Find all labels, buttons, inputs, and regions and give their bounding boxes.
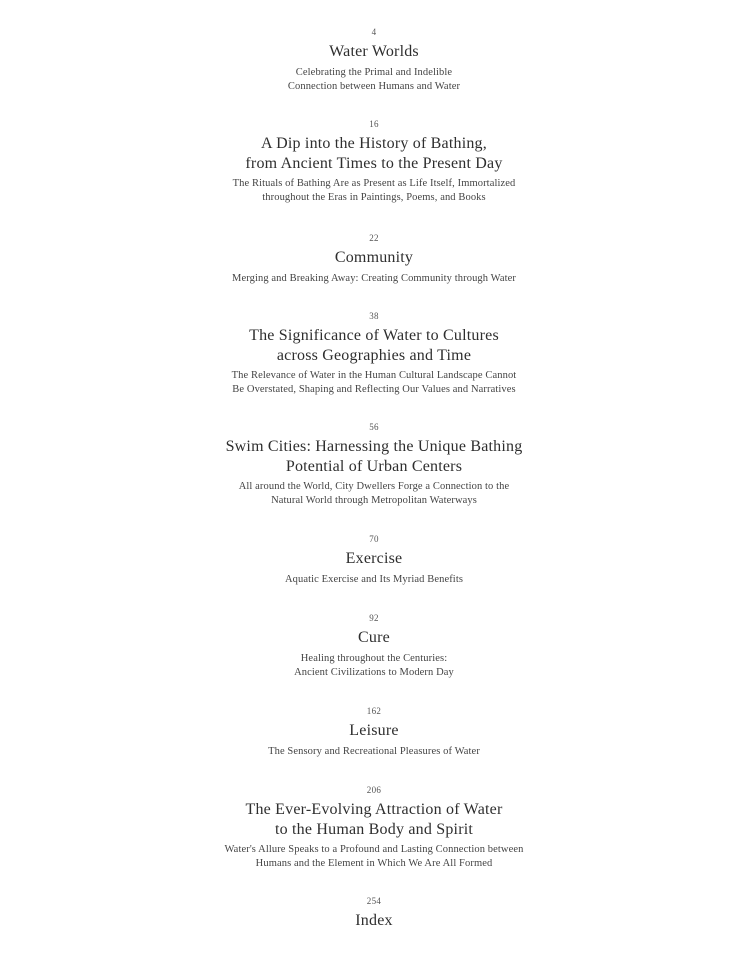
chapter-title-line: Community xyxy=(334,249,414,266)
page-number: 206 xyxy=(366,785,382,795)
toc-entry-history-of-bathing[interactable] xyxy=(0,118,748,204)
chapter-title xyxy=(0,549,748,569)
chapter-subtitle xyxy=(0,66,748,93)
toc-entry-water-worlds[interactable] xyxy=(0,26,748,93)
chapter-title-line: The Ever-Evolving Attraction of Water xyxy=(245,801,503,818)
toc-entry-leisure[interactable] xyxy=(0,705,748,759)
chapter-subtitle-line: Water's Allure Speaks to a Profound and Lasting Connection between xyxy=(224,844,524,855)
toc-entry-community[interactable] xyxy=(0,232,748,286)
chapter-subtitle-line: Aquatic Exercise and Its Myriad Benefits xyxy=(284,574,464,585)
chapter-subtitle-line: throughout the Eras in Paintings, Poems, and Books xyxy=(262,191,486,203)
toc-entry-exercise[interactable] xyxy=(0,533,748,587)
page-number: 254 xyxy=(366,896,382,906)
page-number: 4 xyxy=(371,27,377,37)
chapter-title-line: to the Human Body and Spirit xyxy=(274,821,474,838)
chapter-subtitle xyxy=(0,843,748,870)
chapter-subtitle-line: The Sensory and Recreational Pleasures of Water xyxy=(268,746,480,757)
chapter-title xyxy=(0,628,748,648)
chapter-title-line: A Dip into the History of Bathing, xyxy=(261,135,487,152)
chapter-title-line: Potential of Urban Centers xyxy=(285,458,463,475)
page-number: 38 xyxy=(369,311,379,321)
page-number: 16 xyxy=(369,119,379,129)
chapter-title xyxy=(0,42,748,62)
chapter-subtitle xyxy=(0,745,748,759)
chapter-title-line: Exercise xyxy=(345,550,403,567)
chapter-subtitle-line: Connection between Humans and Water xyxy=(287,80,461,92)
chapter-title-line: Water Worlds xyxy=(329,43,419,60)
chapter-title xyxy=(0,248,748,268)
chapter-title xyxy=(0,134,748,174)
chapter-title-line: Index xyxy=(355,912,393,929)
chapter-title-line: from Ancient Times to the Present Day xyxy=(245,155,503,172)
toc-entry-cure[interactable] xyxy=(0,612,748,679)
chapter-title-line: Leisure xyxy=(349,722,399,739)
chapter-subtitle xyxy=(0,573,748,587)
chapter-title xyxy=(0,437,748,477)
chapter-subtitle-line: Ancient Civilizations to Modern Day xyxy=(294,666,454,678)
chapter-subtitle-line: The Relevance of Water in the Human Cultural Landscape Cannot xyxy=(231,370,517,381)
toc-entry-significance-of-water[interactable] xyxy=(0,310,748,396)
chapter-subtitle xyxy=(0,272,748,286)
chapter-title xyxy=(0,800,748,840)
chapter-subtitle-line: The Rituals of Bathing Are as Present as Life Itself, Immortalized xyxy=(232,178,516,189)
page-number: 56 xyxy=(369,422,379,432)
chapter-subtitle-line: Healing throughout the Centuries: xyxy=(300,653,448,664)
chapter-subtitle-line: All around the World, City Dwellers Forge a Connection to the xyxy=(238,481,510,492)
chapter-subtitle-line: Humans and the Element in Which We Are All Formed xyxy=(255,857,493,869)
chapter-title-line: across Geographies and Time xyxy=(276,347,472,364)
toc-entry-ever-evolving-attraction[interactable] xyxy=(0,784,748,870)
chapter-subtitle xyxy=(0,480,748,507)
chapter-subtitle-line: Celebrating the Primal and Indelible xyxy=(295,67,453,78)
page-number: 92 xyxy=(369,613,379,623)
page-number: 70 xyxy=(369,534,379,544)
chapter-title xyxy=(0,911,748,931)
chapter-subtitle xyxy=(0,652,748,679)
page-number: 162 xyxy=(366,706,382,716)
chapter-title-line: Swim Cities: Harnessing the Unique Bathing xyxy=(225,438,523,455)
toc-entry-index[interactable] xyxy=(0,895,748,931)
toc-entry-swim-cities[interactable] xyxy=(0,421,748,507)
chapter-title xyxy=(0,721,748,741)
chapter-title xyxy=(0,326,748,366)
chapter-title-line: Cure xyxy=(358,629,390,646)
chapter-subtitle xyxy=(0,177,748,204)
chapter-title-line: The Significance of Water to Cultures xyxy=(249,327,499,344)
chapter-subtitle-line: Natural World through Metropolitan Waterways xyxy=(271,494,477,506)
chapter-subtitle-line: Be Overstated, Shaping and Reflecting Our Values and Narratives xyxy=(232,383,516,395)
chapter-subtitle-line: Merging and Breaking Away: Creating Community through Water xyxy=(232,273,516,284)
chapter-subtitle xyxy=(0,369,748,396)
page-number: 22 xyxy=(369,233,379,243)
